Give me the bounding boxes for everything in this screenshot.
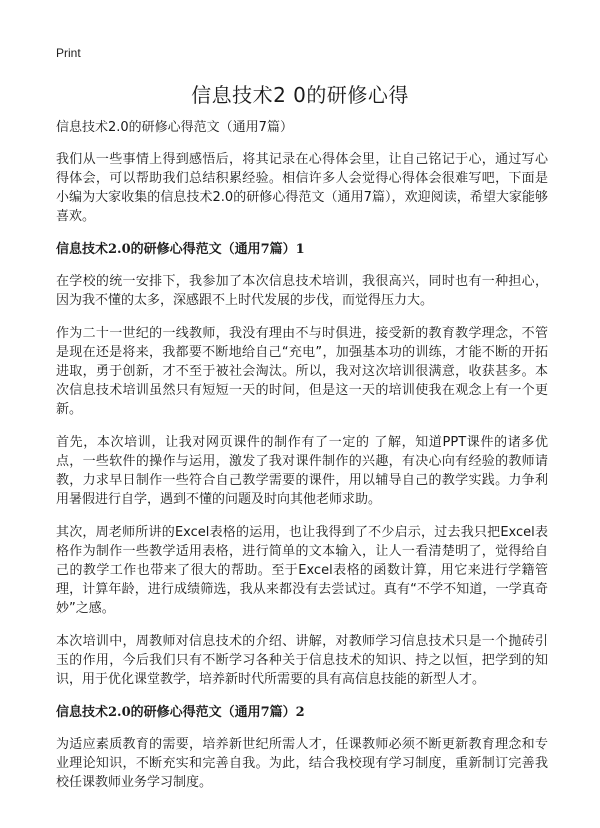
document-body xyxy=(56,118,548,806)
section-1-paragraph-1: 在学校的统一安排下，我参加了本次信息技术培训，我很高兴，同时也有一种担心，因为我不懂的太多，深感跟不上时代发展的步伐，而觉得压力大。 xyxy=(56,274,548,308)
section-heading-2: 信息技术2.0的研修心得范文（通用7篇）2 xyxy=(56,705,305,720)
section-1-paragraph-5: 本次培训中，周教师对信息技术的介绍、讲解，对教师学习信息技术只是一个抛砖引玉的作用，今后我们只有不断学习各种关于信息技术的知识、持之以恒，把学到的知识，用于优化课堂教学，培养新时代所需要的具有高信息技能的新型人才。 xyxy=(56,634,548,687)
document-title: 信息技术2 0的研修心得 xyxy=(191,83,409,107)
intro-paragraph: 我们从一些事情上得到感悟后，将其记录在心得体会里，让自己铭记于心，通过写心得体会，可以帮助我们总结积累经验。相信许多人会觉得心得体会很难写吧，下面是小编为大家收集的信息技术2.0的研修心得范文（通用7篇），欢迎阅读，希望大家能够喜欢。 xyxy=(56,152,548,224)
section-1-paragraph-3: 首先，本次培训，让我对网页课件的制作有了一定的 了解，知道PPT课件的诸多优点，一些软件的操作与运用，激发了我对课件制作的兴趣，有决心向有经验的教师请教，力求早日制作一些符合自己教学需要的课件，用以辅导自己的教学实践。力争利用暑假进行自学，遇到不懂的问题及时向其他老师求助。 xyxy=(56,435,548,507)
document-subtitle: 信息技术2.0的研修心得范文（通用7篇） xyxy=(56,120,293,135)
section-1-paragraph-4: 其次，周老师所讲的Excel表格的运用，也让我得到了不少启示，过去我只把Excel表格作为制作一些教学适用表格，进行简单的文本输入，让人一看清楚明了，觉得给自己的教学工作也带来了很大的帮助。至于Excel表格的函数计算，用它来进行学籍管理，计算年龄，进行成绩筛选，我从来都没有去尝试过。真有“不学不知道，一学真奇妙”之感。 xyxy=(56,525,548,616)
section-heading-1: 信息技术2.0的研修心得范文（通用7篇）1 xyxy=(56,242,305,257)
section-2-paragraph-1: 为适应素质教育的需要，培养新世纪所需人才，任课教师必须不断更新教育理念和专业理论知识，不断充实和完善自我。为此，结合我校现有学习制度，重新制订完善我校任课教师业务学习制度。 xyxy=(56,737,548,790)
print-link[interactable]: Print xyxy=(56,46,81,60)
section-1-paragraph-2: 作为二十一世纪的一线教师，我没有理由不与时俱进，接受新的教育教学理念，不管是现在还是将来，我都要不断地给自己“充电”，加强基本功的训练，才能不断的开拓进取，勇于创新，才不至于被社会淘汰。所以，我对这次培训很满意，收获甚多。本次信息技术培训虽然只有短短一天的时间，但是这一天的培训使我在观念上有一个更新。 xyxy=(56,326,548,417)
